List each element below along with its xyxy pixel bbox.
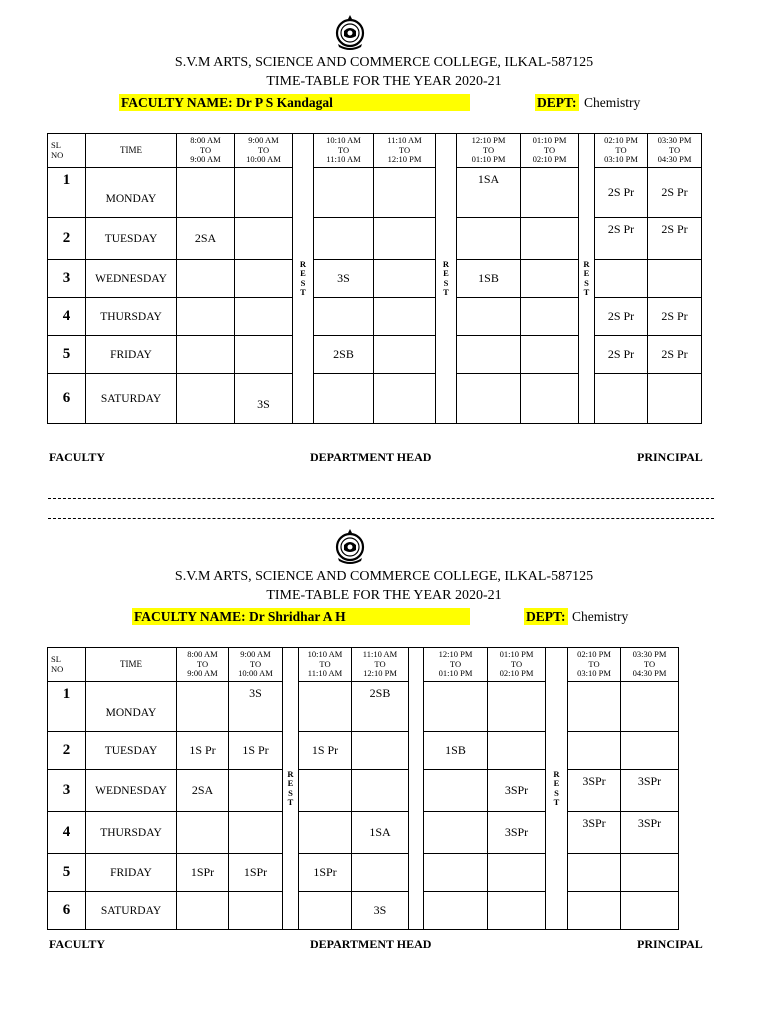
- period-cell: [177, 260, 235, 298]
- day-cell: SATURDAY: [86, 374, 177, 424]
- period-cell: 3S: [229, 682, 283, 732]
- slot-header: 02:10 PM TO 03:10 PM: [568, 648, 621, 682]
- sl-no-header: SL NO: [48, 648, 86, 682]
- period-cell: [488, 854, 546, 892]
- period-cell: [374, 374, 436, 424]
- slot-header: 01:10 PM TO 02:10 PM: [488, 648, 546, 682]
- slot-header: 8:00 AM TO 9:00 AM: [177, 134, 235, 168]
- period-cell: [521, 374, 579, 424]
- period-cell: [621, 682, 679, 732]
- period-cell: 1SPr: [299, 854, 352, 892]
- period-cell: [424, 854, 488, 892]
- sl-no-header: SL NO: [48, 134, 86, 168]
- rest-column: R E S T: [283, 648, 299, 930]
- divider-line: [48, 498, 714, 499]
- period-cell: 3SPr: [568, 770, 621, 812]
- faculty-name-line: [119, 94, 470, 111]
- faculty-signature-label: FACULTY: [49, 450, 106, 464]
- period-cell: 3S: [235, 374, 293, 424]
- slot-header: 11:10 AM TO 12:10 PM: [374, 134, 436, 168]
- department-head-signature-label: DEPARTMENT HEAD: [310, 937, 432, 951]
- row-number: 2: [48, 732, 86, 770]
- period-cell: [374, 260, 436, 298]
- row-number: 4: [48, 298, 86, 336]
- period-cell: [521, 336, 579, 374]
- period-cell: 3SPr: [568, 812, 621, 854]
- period-cell: [521, 218, 579, 260]
- timetable-grid: [47, 647, 679, 930]
- period-cell: [177, 298, 235, 336]
- faculty-name-value: Dr Shridhar A H: [249, 609, 346, 624]
- period-cell: [457, 218, 521, 260]
- row-number: 2: [48, 218, 86, 260]
- period-cell: [424, 892, 488, 930]
- period-cell: 3S: [314, 260, 374, 298]
- period-cell: 3SPr: [488, 812, 546, 854]
- period-cell: [314, 298, 374, 336]
- slot-header: 10:10 AM TO 11:10 AM: [314, 134, 374, 168]
- faculty-name-value: Dr P S Kandagal: [236, 95, 333, 110]
- period-cell: 3SPr: [621, 812, 679, 854]
- slot-header: 10:10 AM TO 11:10 AM: [299, 648, 352, 682]
- day-cell: THURSDAY: [86, 298, 177, 336]
- day-cell: MONDAY: [86, 682, 177, 732]
- period-cell: [235, 168, 293, 218]
- timetable-subtitle: TIME-TABLE FOR THE YEAR 2020-21: [266, 588, 502, 603]
- period-cell: [595, 374, 648, 424]
- period-cell: [314, 218, 374, 260]
- period-cell: [568, 892, 621, 930]
- row-number: 5: [48, 336, 86, 374]
- slot-header: 12:10 PM TO 01:10 PM: [457, 134, 521, 168]
- header-row: [48, 648, 679, 682]
- dept-value: Chemistry: [584, 95, 641, 110]
- period-cell: [374, 298, 436, 336]
- period-cell: 2S Pr: [595, 336, 648, 374]
- period-cell: [424, 770, 488, 812]
- period-cell: 2S Pr: [648, 218, 702, 260]
- period-cell: [314, 168, 374, 218]
- period-cell: [374, 168, 436, 218]
- period-cell: [374, 336, 436, 374]
- period-cell: 1SA: [352, 812, 409, 854]
- table-row: [48, 892, 679, 930]
- period-cell: [299, 682, 352, 732]
- row-number: 3: [48, 260, 86, 298]
- period-cell: [521, 260, 579, 298]
- table-row: [48, 374, 702, 424]
- period-cell: [299, 892, 352, 930]
- period-cell: [177, 812, 229, 854]
- period-cell: [374, 218, 436, 260]
- slot-header: 12:10 PM TO 01:10 PM: [424, 648, 488, 682]
- period-cell: [235, 260, 293, 298]
- period-cell: [229, 812, 283, 854]
- period-cell: [177, 682, 229, 732]
- period-cell: 2S Pr: [648, 336, 702, 374]
- table-row: [48, 298, 702, 336]
- period-cell: [352, 770, 409, 812]
- day-cell: THURSDAY: [86, 812, 177, 854]
- period-cell: 2SB: [314, 336, 374, 374]
- period-cell: [648, 374, 702, 424]
- period-cell: [352, 854, 409, 892]
- period-cell: 2S Pr: [648, 168, 702, 218]
- day-cell: TUESDAY: [86, 218, 177, 260]
- period-cell: [235, 218, 293, 260]
- slot-header: 9:00 AM TO 10:00 AM: [235, 134, 293, 168]
- period-cell: [521, 298, 579, 336]
- period-cell: [177, 374, 235, 424]
- period-cell: 2SA: [177, 218, 235, 260]
- faculty-signature-label: FACULTY: [49, 937, 106, 951]
- period-cell: [488, 682, 546, 732]
- table-row: [48, 218, 702, 260]
- divider-line: [48, 518, 714, 519]
- table-row: [48, 770, 679, 812]
- day-cell: FRIDAY: [86, 336, 177, 374]
- faculty-name-line: [132, 608, 470, 625]
- period-cell: [235, 298, 293, 336]
- college-emblem-icon: [333, 14, 367, 50]
- slot-header: 03:30 PM TO 04:30 PM: [621, 648, 679, 682]
- period-cell: [229, 770, 283, 812]
- period-cell: [457, 336, 521, 374]
- period-cell: [314, 374, 374, 424]
- day-cell: MONDAY: [86, 168, 177, 218]
- rest-column: R E S T: [293, 134, 314, 424]
- period-cell: [177, 892, 229, 930]
- row-number: 5: [48, 854, 86, 892]
- period-cell: 2S Pr: [595, 168, 648, 218]
- rest-column: R E S T: [436, 134, 457, 424]
- period-cell: [424, 812, 488, 854]
- rest-column: R E S T: [546, 648, 568, 930]
- dept-label: DEPT:: [526, 609, 566, 624]
- dept-value: Chemistry: [572, 609, 629, 624]
- period-cell: [299, 770, 352, 812]
- slot-header: 11:10 AM TO 12:10 PM: [352, 648, 409, 682]
- period-cell: 1SPr: [177, 854, 229, 892]
- period-cell: [621, 854, 679, 892]
- row-number: 3: [48, 770, 86, 812]
- row-number: 6: [48, 374, 86, 424]
- period-cell: 1SB: [457, 260, 521, 298]
- period-cell: 3S: [352, 892, 409, 930]
- slot-header: 9:00 AM TO 10:00 AM: [229, 648, 283, 682]
- table-row: [48, 336, 702, 374]
- row-number: 4: [48, 812, 86, 854]
- period-cell: [595, 260, 648, 298]
- period-cell: [235, 336, 293, 374]
- college-emblem-icon: [333, 528, 367, 564]
- period-cell: [424, 682, 488, 732]
- period-cell: 2SA: [177, 770, 229, 812]
- timetable-grid: [47, 133, 702, 424]
- period-cell: [621, 892, 679, 930]
- time-header: TIME: [86, 648, 177, 682]
- period-cell: [568, 682, 621, 732]
- row-number: 1: [48, 682, 86, 732]
- period-cell: 3SPr: [621, 770, 679, 812]
- period-cell: [177, 336, 235, 374]
- period-cell: [352, 732, 409, 770]
- timetable-subtitle: TIME-TABLE FOR THE YEAR 2020-21: [266, 74, 502, 89]
- day-cell: WEDNESDAY: [86, 260, 177, 298]
- period-cell: [177, 168, 235, 218]
- table-row: [48, 732, 679, 770]
- row-number: 1: [48, 168, 86, 218]
- period-cell: 1SPr: [229, 854, 283, 892]
- period-cell: [648, 260, 702, 298]
- period-cell: [521, 168, 579, 218]
- college-title: S.V.M ARTS, SCIENCE AND COMMERCE COLLEGE, ILKAL-587125: [174, 569, 594, 584]
- day-cell: SATURDAY: [86, 892, 177, 930]
- period-cell: 1SB: [424, 732, 488, 770]
- table-row: [48, 812, 679, 854]
- period-cell: 1SA: [457, 168, 521, 218]
- table-row: [48, 854, 679, 892]
- slot-header: 8:00 AM TO 9:00 AM: [177, 648, 229, 682]
- table-row: [48, 260, 702, 298]
- period-cell: [457, 298, 521, 336]
- slot-header: 02:10 PM TO 03:10 PM: [595, 134, 648, 168]
- slot-header: 03:30 PM TO 04:30 PM: [648, 134, 702, 168]
- period-cell: 2S Pr: [595, 218, 648, 260]
- period-cell: [457, 374, 521, 424]
- college-title: S.V.M ARTS, SCIENCE AND COMMERCE COLLEGE, ILKAL-587125: [174, 55, 594, 70]
- period-cell: 2S Pr: [595, 298, 648, 336]
- period-cell: 2S Pr: [648, 298, 702, 336]
- table-row: [48, 168, 702, 218]
- period-cell: 1S Pr: [229, 732, 283, 770]
- slot-header: 01:10 PM TO 02:10 PM: [521, 134, 579, 168]
- faculty-name-label: FACULTY NAME:: [134, 609, 246, 624]
- row-number: 6: [48, 892, 86, 930]
- day-cell: FRIDAY: [86, 854, 177, 892]
- department-head-signature-label: DEPARTMENT HEAD: [310, 450, 432, 464]
- period-cell: [568, 732, 621, 770]
- period-cell: 3SPr: [488, 770, 546, 812]
- table-row: [48, 682, 679, 732]
- header-row: [48, 134, 702, 168]
- period-cell: [568, 854, 621, 892]
- spacer-column: [409, 648, 424, 930]
- period-cell: [488, 732, 546, 770]
- time-header: TIME: [86, 134, 177, 168]
- principal-signature-label: PRINCIPAL: [637, 937, 703, 951]
- rest-column: R E S T: [579, 134, 595, 424]
- period-cell: [621, 732, 679, 770]
- period-cell: 1S Pr: [299, 732, 352, 770]
- period-cell: [488, 892, 546, 930]
- period-cell: 1S Pr: [177, 732, 229, 770]
- faculty-name-label: FACULTY NAME:: [121, 95, 233, 110]
- principal-signature-label: PRINCIPAL: [637, 450, 703, 464]
- day-cell: WEDNESDAY: [86, 770, 177, 812]
- period-cell: [299, 812, 352, 854]
- period-cell: [229, 892, 283, 930]
- period-cell: 2SB: [352, 682, 409, 732]
- day-cell: TUESDAY: [86, 732, 177, 770]
- dept-label: DEPT:: [537, 95, 577, 110]
